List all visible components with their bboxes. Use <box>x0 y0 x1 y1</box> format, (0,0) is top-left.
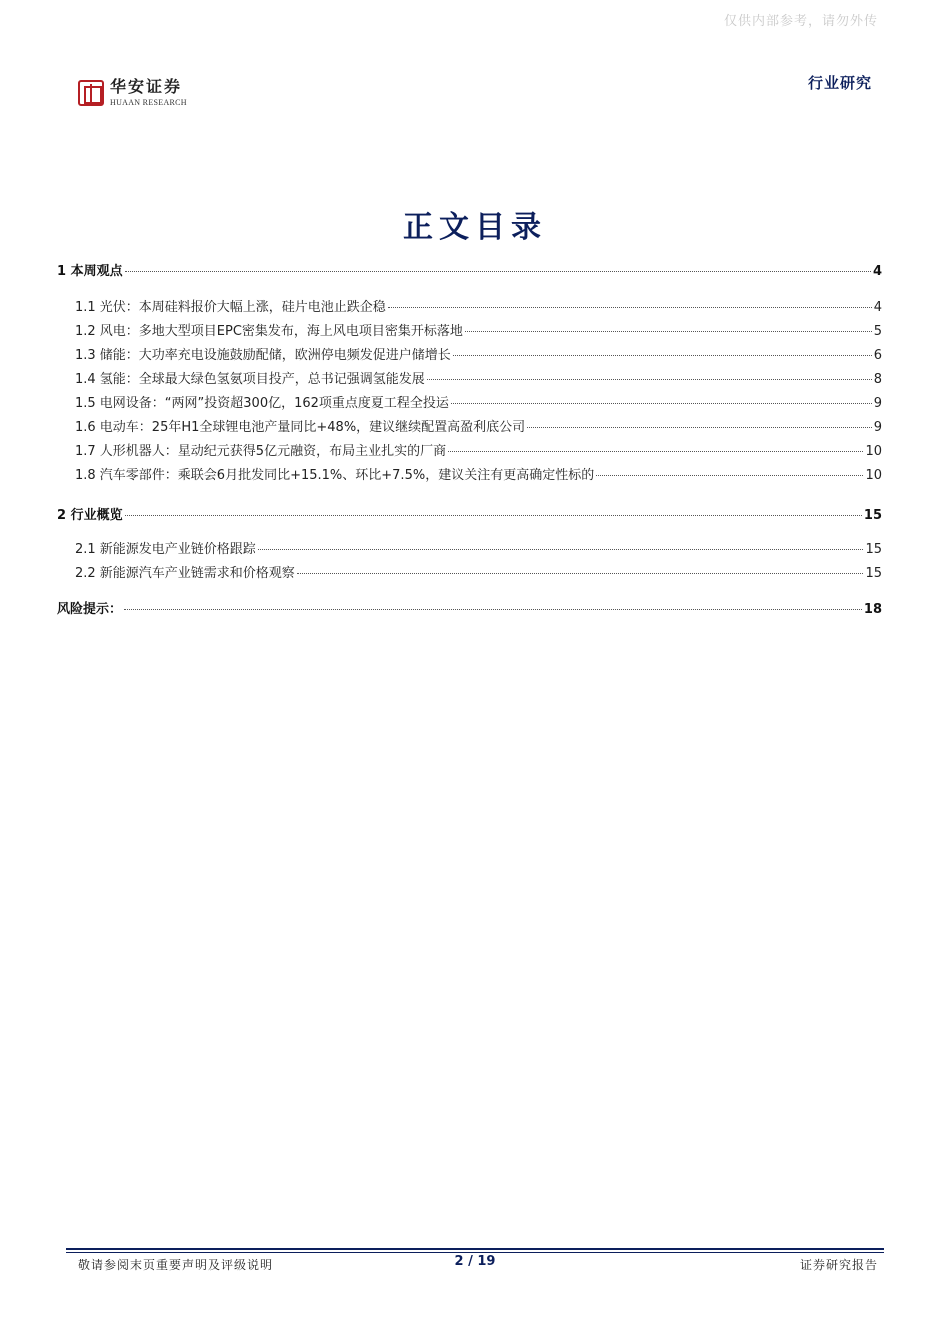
toc-entry-page: 10 <box>865 468 882 483</box>
toc-entry-page: 9 <box>873 396 882 411</box>
toc-leader-dots <box>125 271 871 272</box>
toc-entry-label: 2.2 新能源汽车产业链需求和价格观察 <box>75 566 295 581</box>
toc-entry-page: 4 <box>873 300 882 315</box>
toc-entry-page: 15 <box>863 508 882 523</box>
toc-title: 正文目录 <box>403 210 547 245</box>
toc-entry-page: 9 <box>873 420 882 435</box>
toc-leader-dots <box>297 573 864 574</box>
toc-entry-page: 4 <box>872 264 882 279</box>
toc-entry-label: 2.1 新能源发电产业链价格跟踪 <box>75 542 256 557</box>
toc-leader-dots <box>527 427 872 428</box>
toc-entry-page: 15 <box>865 566 882 581</box>
toc-entry[interactable] <box>57 344 882 363</box>
toc-entry-label: 1.7 人形机器人：星动纪元获得5亿元融资，布局主业扎实的厂商 <box>75 444 447 459</box>
toc-entry-label: 1.1 光伏：本周硅料报价大幅上涨，硅片电池止跌企稳 <box>75 300 386 315</box>
footer-divider <box>66 1248 884 1250</box>
toc-entry[interactable] <box>57 320 882 339</box>
toc-entry[interactable] <box>57 562 882 581</box>
toc-leader-dots <box>465 331 872 332</box>
toc-entry-label: 1.8 汽车零部件：乘联会6月批发同比+15.1%、环比+7.5%，建议关注有更高确定性标的 <box>75 468 595 483</box>
toc-leader-dots <box>125 515 862 516</box>
toc-leader-dots <box>427 379 872 380</box>
logo-name-en: HUAAN RESEARCH <box>110 98 187 107</box>
footer-disclaimer: 敬请参阅末页重要声明及评级说明 <box>78 1258 274 1272</box>
toc-leader-dots <box>388 307 872 308</box>
report-category: 行业研究 <box>807 74 872 92</box>
watermark-text: 仅供内部参考，请勿外传 <box>723 14 878 29</box>
toc-entry-page: 18 <box>863 602 882 617</box>
toc-entry[interactable] <box>57 504 882 523</box>
toc-leader-dots <box>448 451 863 452</box>
toc-entry-page: 6 <box>873 348 882 363</box>
footer-doc-type: 证券研究报告 <box>799 1258 878 1272</box>
toc-entry-page: 15 <box>865 542 882 557</box>
toc-leader-dots <box>453 355 872 356</box>
toc-leader-dots <box>596 475 863 476</box>
page-number: 2 / 19 <box>454 1254 496 1269</box>
toc-entry[interactable] <box>57 440 882 459</box>
toc-leader-dots <box>124 609 862 610</box>
toc-entry[interactable] <box>57 260 882 279</box>
toc-entry-label: 1.4 氢能：全球最大绿色氢氨项目投产，总书记强调氢能发展 <box>75 372 425 387</box>
toc-entry[interactable] <box>57 368 882 387</box>
toc-entry-label: 风险提示： <box>57 602 123 617</box>
logo-name-cn: 华安证券 <box>110 77 183 96</box>
seal-icon <box>78 80 104 106</box>
toc-entry-label: 2 行业概览 <box>57 508 123 523</box>
toc-entry[interactable] <box>57 464 882 483</box>
toc-entry[interactable] <box>57 392 882 411</box>
toc-entry-page: 8 <box>873 372 882 387</box>
toc-leader-dots <box>451 403 872 404</box>
toc-entry[interactable] <box>57 296 882 315</box>
footer-divider-thin <box>66 1252 884 1253</box>
toc-entry[interactable] <box>57 598 882 617</box>
toc-entry[interactable] <box>57 416 882 435</box>
company-logo <box>78 78 187 107</box>
toc-entry[interactable] <box>57 538 882 557</box>
toc-entry-label: 1.3 储能：大功率充电设施鼓励配储，欧洲停电频发促进户储增长 <box>75 348 451 363</box>
toc-entry-label: 1.5 电网设备：“两网”投资超300亿，162项重点度夏工程全投运 <box>75 396 449 411</box>
toc-entry-label: 1.2 风电：多地大型项目EPC密集发布，海上风电项目密集开标落地 <box>75 324 463 339</box>
toc-entry-page: 5 <box>873 324 882 339</box>
toc-leader-dots <box>258 549 864 550</box>
toc-entry-label: 1 本周观点 <box>57 264 123 279</box>
toc-entry-page: 10 <box>865 444 882 459</box>
toc-entry-label: 1.6 电动车：25年H1全球锂电池产量同比+48%，建议继续配置高盈利底公司 <box>75 420 526 435</box>
